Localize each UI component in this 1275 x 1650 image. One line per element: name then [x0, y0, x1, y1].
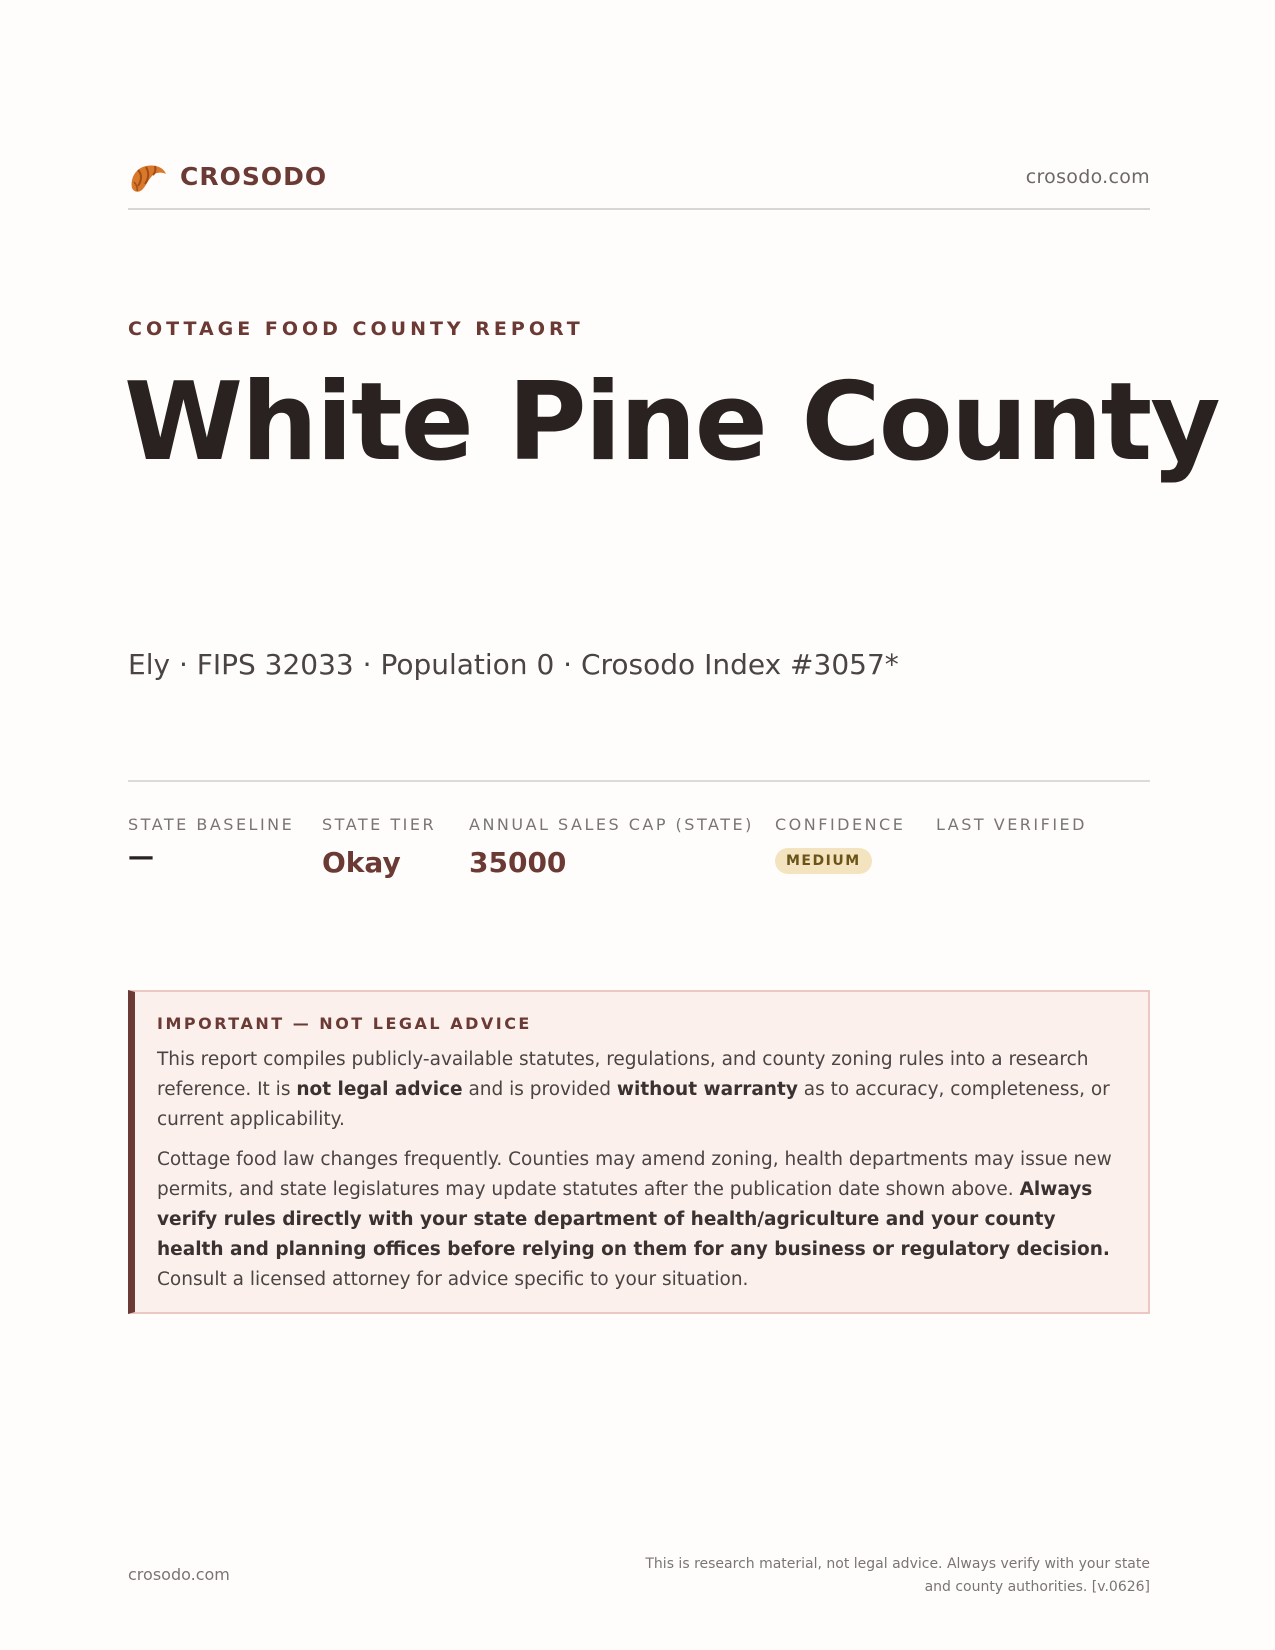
stat-value: 35000	[469, 846, 567, 879]
stat-value: —	[128, 842, 154, 872]
stat-label: STATE TIER	[322, 815, 437, 834]
notice-emphasis: Always verify rules directly with your state department of health/agriculture and your county health and planning offices before relying on them for any business or regulatory decision.	[157, 1179, 1110, 1260]
stat-label: LAST VERIFIED	[936, 815, 1087, 834]
notice-text: as to accuracy, completeness, or current applicability.	[157, 1079, 1110, 1130]
footer-disclaimer	[590, 1553, 1150, 1599]
notice-text: This report compiles publicly-available statutes, regulations, and county zoning rules into a research reference. It is	[157, 1049, 1089, 1100]
stats-row	[128, 815, 1150, 895]
notice-paragraph	[157, 1045, 1122, 1135]
stat-confidence	[775, 815, 905, 874]
stat-label: CONFIDENCE	[775, 815, 906, 834]
footer-disclaimer-line: This is research material, not legal advice. Always verify with your state	[645, 1556, 1150, 1572]
brand-name: CROSODO	[180, 162, 328, 191]
stat-state-tier	[322, 815, 436, 879]
county-subtitle: Ely · FIPS 32033 · Population 0 · Crosodo Index #3057*	[128, 648, 899, 681]
croissant-icon	[128, 158, 168, 196]
section-divider	[128, 780, 1150, 782]
notice-text: Consult a licensed attorney for advice specific to your situation.	[157, 1269, 749, 1290]
notice-title: IMPORTANT — NOT LEGAL ADVICE	[157, 1014, 532, 1033]
notice-emphasis: without warranty	[616, 1079, 798, 1100]
stat-value: Okay	[322, 846, 401, 879]
notice-emphasis: not legal advice	[296, 1079, 463, 1100]
stat-label: STATE BASELINE	[128, 815, 295, 834]
notice-text: and is provided	[462, 1079, 617, 1100]
stat-label: ANNUAL SALES CAP (STATE)	[469, 815, 754, 834]
legal-notice	[128, 990, 1150, 1314]
report-page	[124, 0, 1219, 1650]
notice-text: Cottage food law changes frequently. Counties may amend zoning, health departments may issue new permits, and state legislatures may update statutes after the publication date shown above.	[157, 1149, 1112, 1200]
brand[interactable]	[128, 158, 327, 196]
footer-url-link[interactable]: crosodo.com	[128, 1565, 230, 1584]
site-url-link[interactable]: crosodo.com	[1025, 166, 1150, 188]
page-header	[128, 158, 1150, 210]
stat-state-baseline	[128, 815, 294, 872]
confidence-badge: MEDIUM	[775, 848, 872, 874]
footer-disclaimer-line: and county authorities. [v.0626]	[924, 1579, 1150, 1595]
page-title: White Pine County	[124, 360, 1219, 485]
stat-annual-sales-cap	[469, 815, 754, 879]
report-eyebrow: COTTAGE FOOD COUNTY REPORT	[128, 318, 584, 340]
notice-paragraph	[157, 1145, 1122, 1295]
stat-last-verified	[936, 815, 1087, 846]
